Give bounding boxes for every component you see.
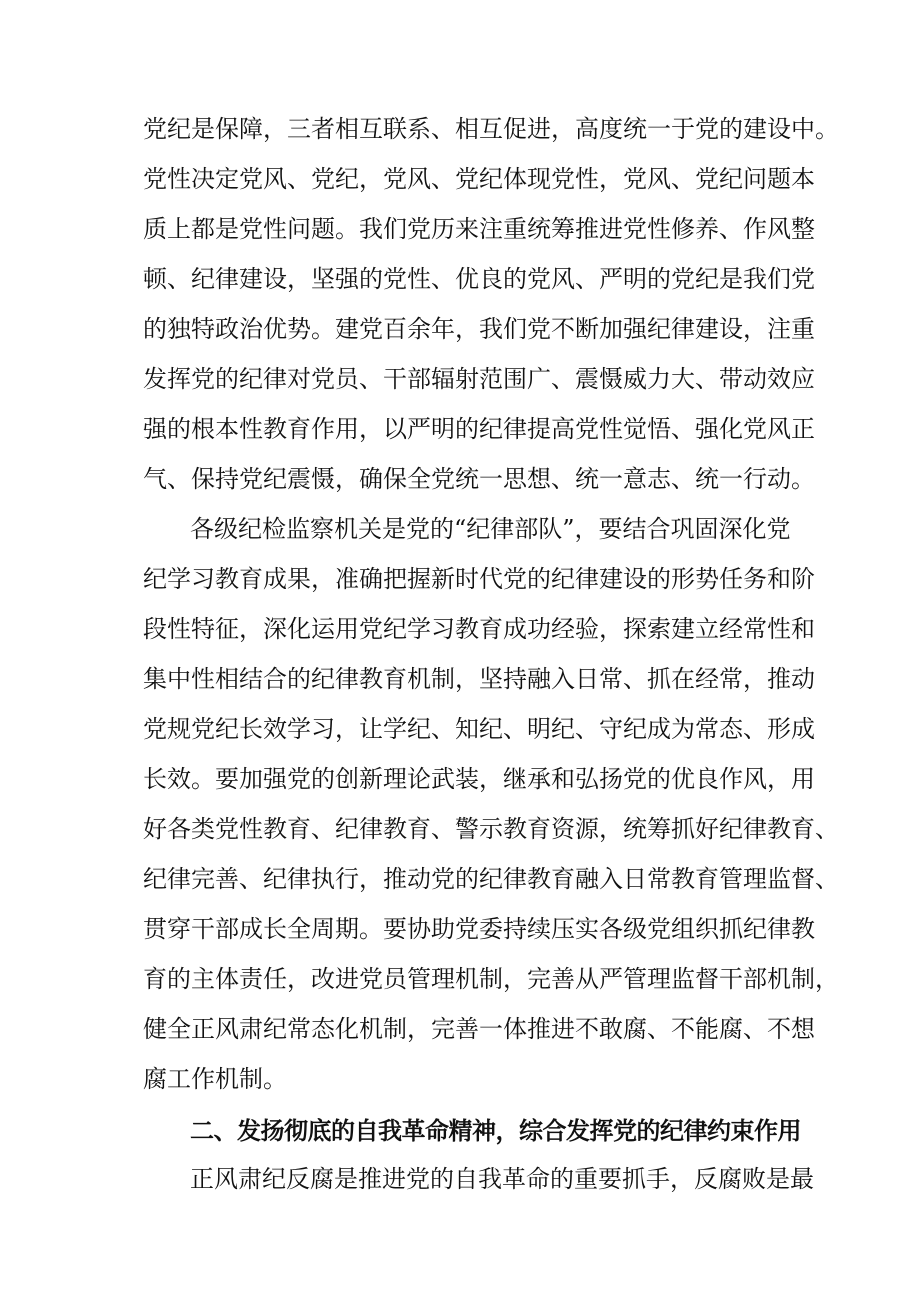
paragraph-line: 集中性相结合的纪律教育机制，坚持融入日常、抓在经常，推动	[143, 665, 815, 693]
paragraph-line: 党规党纪长效学习，让学纪、知纪、明纪、守纪成为常态、形成	[143, 715, 815, 743]
paragraph-line: 好各类党性教育、纪律教育、警示教育资源，统筹抓好纪律教育、	[143, 815, 839, 843]
paragraph-line: 气、保持党纪震慑，确保全党统一思想、统一意志、统一行动。	[143, 465, 815, 493]
paragraph-line: 党性决定党风、党纪，党风、党纪体现党性，党风、党纪问题本	[143, 165, 815, 193]
paragraph-line: 顿、纪律建设，坚强的党性、优良的党风、严明的党纪是我们党	[143, 265, 815, 293]
paragraph-line: 强的根本性教育作用，以严明的纪律提高党性觉悟、强化党风正	[143, 415, 815, 443]
paragraph-line: 育的主体责任，改进党员管理机制，完善从严管理监督干部机制，	[143, 965, 839, 993]
paragraph-line: 质上都是党性问题。我们党历来注重统筹推进党性修养、作风整	[143, 215, 815, 243]
paragraph-line: 正风肃纪反腐是推进党的自我革命的重要抓手，反腐败是最	[190, 1165, 814, 1193]
paragraph-line: 纪学习教育成果，准确把握新时代党的纪律建设的形势任务和阶	[143, 565, 815, 593]
paragraph-line: 贯穿干部成长全周期。要协助党委持续压实各级党组织抓纪律教	[143, 915, 815, 943]
paragraph-line: 的独特政治优势。建党百余年，我们党不断加强纪律建设，注重	[143, 315, 815, 343]
paragraph-line: 各级纪检监察机关是党的“纪律部队”，要结合巩固深化党	[190, 515, 791, 543]
paragraph-line: 长效。要加强党的创新理论武装，继承和弘扬党的优良作风，用	[143, 765, 815, 793]
paragraph-line: 纪律完善、纪律执行，推动党的纪律教育融入日常教育管理监督、	[143, 865, 839, 893]
section-heading: 二、发扬彻底的自我革命精神，综合发挥党的纪律约束作用	[190, 1117, 801, 1145]
paragraph-line: 党纪是保障，三者相互联系、相互促进，高度统一于党的建设中。	[143, 115, 839, 143]
paragraph-line: 腐工作机制。	[143, 1065, 287, 1093]
paragraph-line: 健全正风肃纪常态化机制，完善一体推进不敢腐、不能腐、不想	[143, 1015, 815, 1043]
paragraph-line: 段性特征，深化运用党纪学习教育成功经验，探索建立经常性和	[143, 615, 815, 643]
paragraph-line: 发挥党的纪律对党员、干部辐射范围广、震慑威力大、带动效应	[143, 365, 815, 393]
